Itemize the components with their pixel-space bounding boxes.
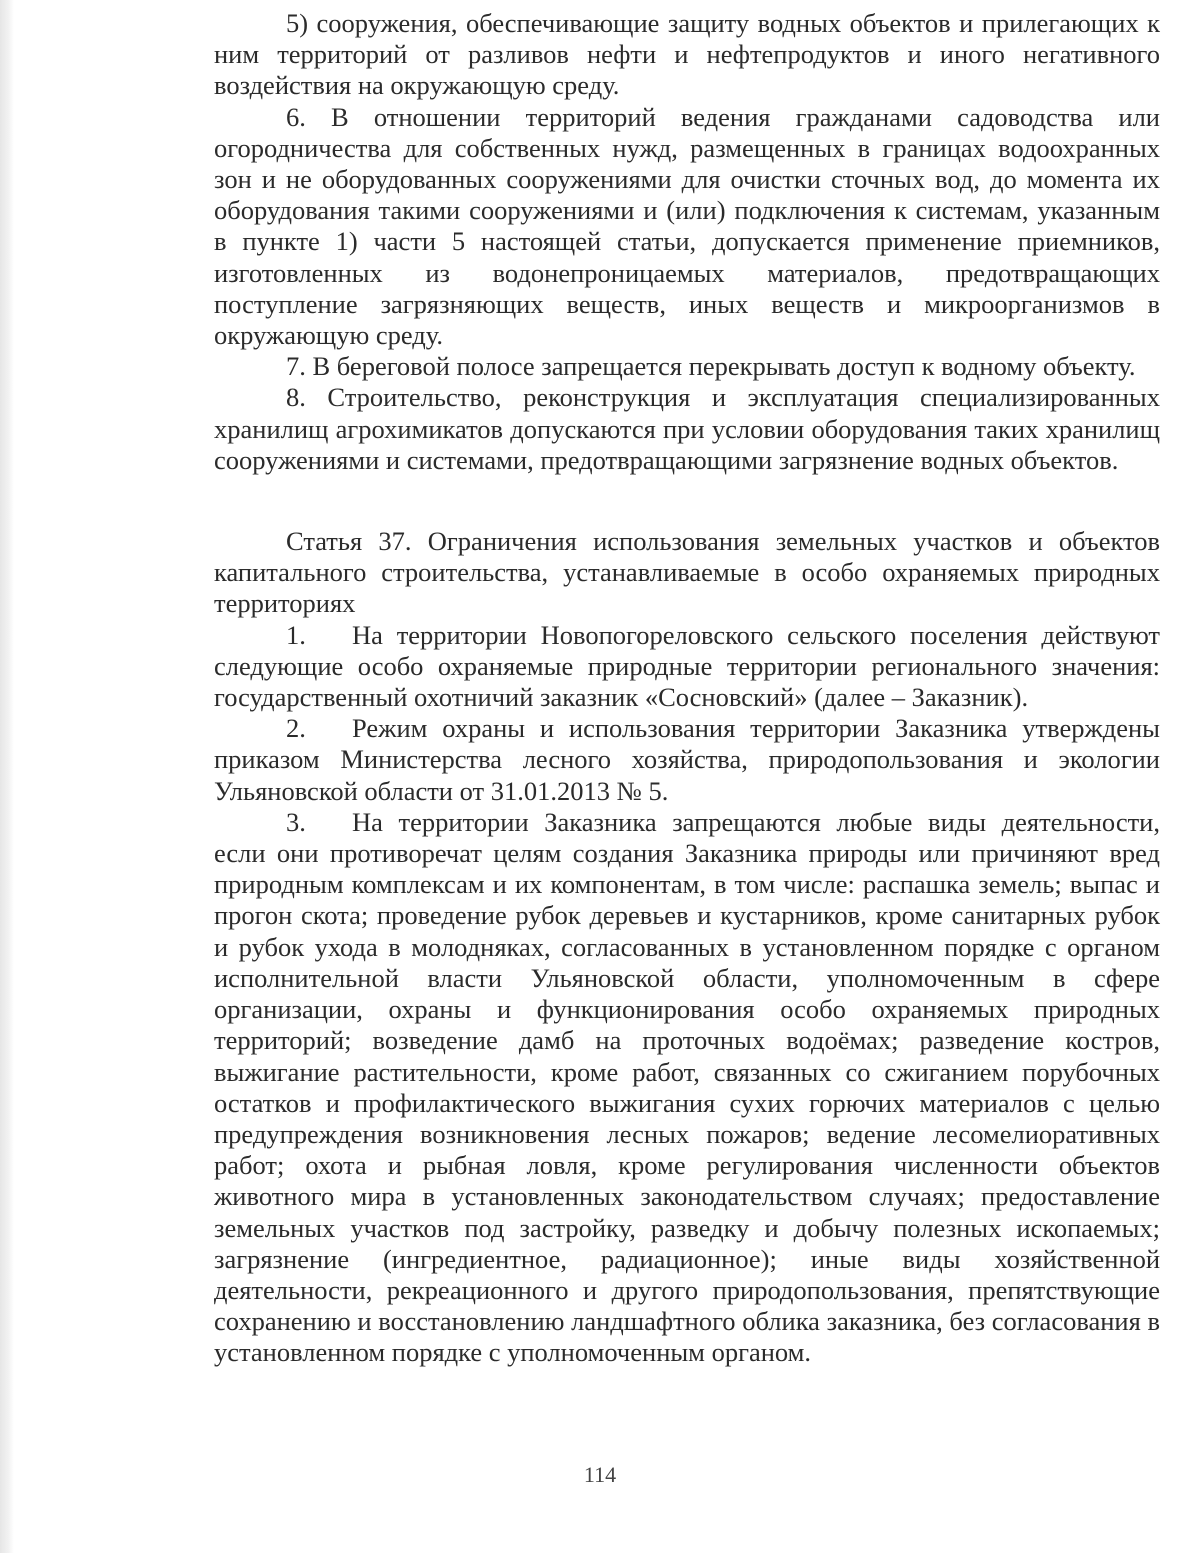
paragraph-6: 6. В отношении территорий ведения гражданами садоводства или огородничества для собственных нужд, размещенных в границах водоохранных зон и не оборудованных сооружениями для очистки сточных вод, до момента их оборудования такими сооружениями и (или) подключения к системам, указанным в пункте 1) части 5 настоящей статьи, допускается применение приемников, изготовленных из водонепроницаемых материалов, предотвращающих поступление загрязняющих веществ, иных веществ и микроорганизмов в окружающую среду.: [214, 101, 1160, 351]
list-item-text: На территории Новопогореловского сельского поселения действуют следующие особо охраняемые природные территории регионального значения: государственный охотничий заказник «Сосновский» (далее – Заказник).: [214, 619, 1160, 713]
list-item: [214, 807, 1160, 1369]
paragraph-5: 5) сооружения, обеспечивающие защиту водных объектов и прилегающих к ним территорий от разливов нефти и нефтепродуктов и иного негативного воздействия на окружающую среду.: [214, 8, 1160, 101]
scan-edge: [0, 0, 14, 1553]
list-item: [214, 620, 1160, 714]
document-page: [214, 8, 1160, 1369]
list-item: [214, 713, 1160, 807]
paragraph-8: 8. Строительство, реконструкция и эксплуатация специализированных хранилищ агрохимикатов допускаются при условии оборудования таких хранилищ сооружениями и системами, предотвращающими загрязнение водных объектов.: [214, 382, 1160, 475]
list-item-number: 3.: [286, 806, 306, 837]
section-gap: [214, 476, 1160, 526]
article-heading: Статья 37. Ограничения использования земельных участков и объектов капитального строительства, устанавливаемые в особо охраняемых природных территориях: [214, 526, 1160, 619]
page-number: 114: [583, 1462, 617, 1487]
list-item-text: На территории Заказника запрещаются любые виды деятельности, если они противоречат целям создания Заказника природы или причиняют вред природным комплексам и их компонентам, в том числе: распашка земель; выпас и прогон скота; проведение рубок деревьев и кустарников, кроме санитарных рубок и рубок ухода в молодняках, согласованных в установленном порядке с органом исполнительной власти Ульяновской области, уполномоченным в сфере организации, охраны и функционирования особо охраняемых природных территорий; возведение дамб на проточных водоёмах; разведение костров, выжигание растительности, кроме работ, связанных со сжиганием порубочных остатков и профилактического выжигания сухих горючих материалов с целью предупреждения возникновения лесных пожаров; ведение лесомелиоративных работ; охота и рыбная ловля, кроме регулирования численности объектов животного мира в установленных законодательством случаях; предоставление земельных участков под застройку, разведку и добычу полезных ископаемых; загрязнение (ингредиентное, радиационное); иные виды хозяйственной деятельности, рекреационного и другого природопользования, препятствующие сохранению и восстановлению ландшафтного облика заказника, без согласования в установленном порядке с уполномоченным органом.: [214, 806, 1160, 1368]
list-item-number: 1.: [286, 619, 306, 650]
list-item-text: Режим охраны и использования территории Заказника утверждены приказом Министерства лесного хозяйства, природопользования и экологии Ульяновской области от 31.01.2013 № 5.: [214, 713, 1160, 806]
paragraph-7: 7. В береговой полосе запрещается перекрывать доступ к водному объекту.: [286, 351, 1136, 382]
list-item-number: 2.: [286, 713, 306, 744]
